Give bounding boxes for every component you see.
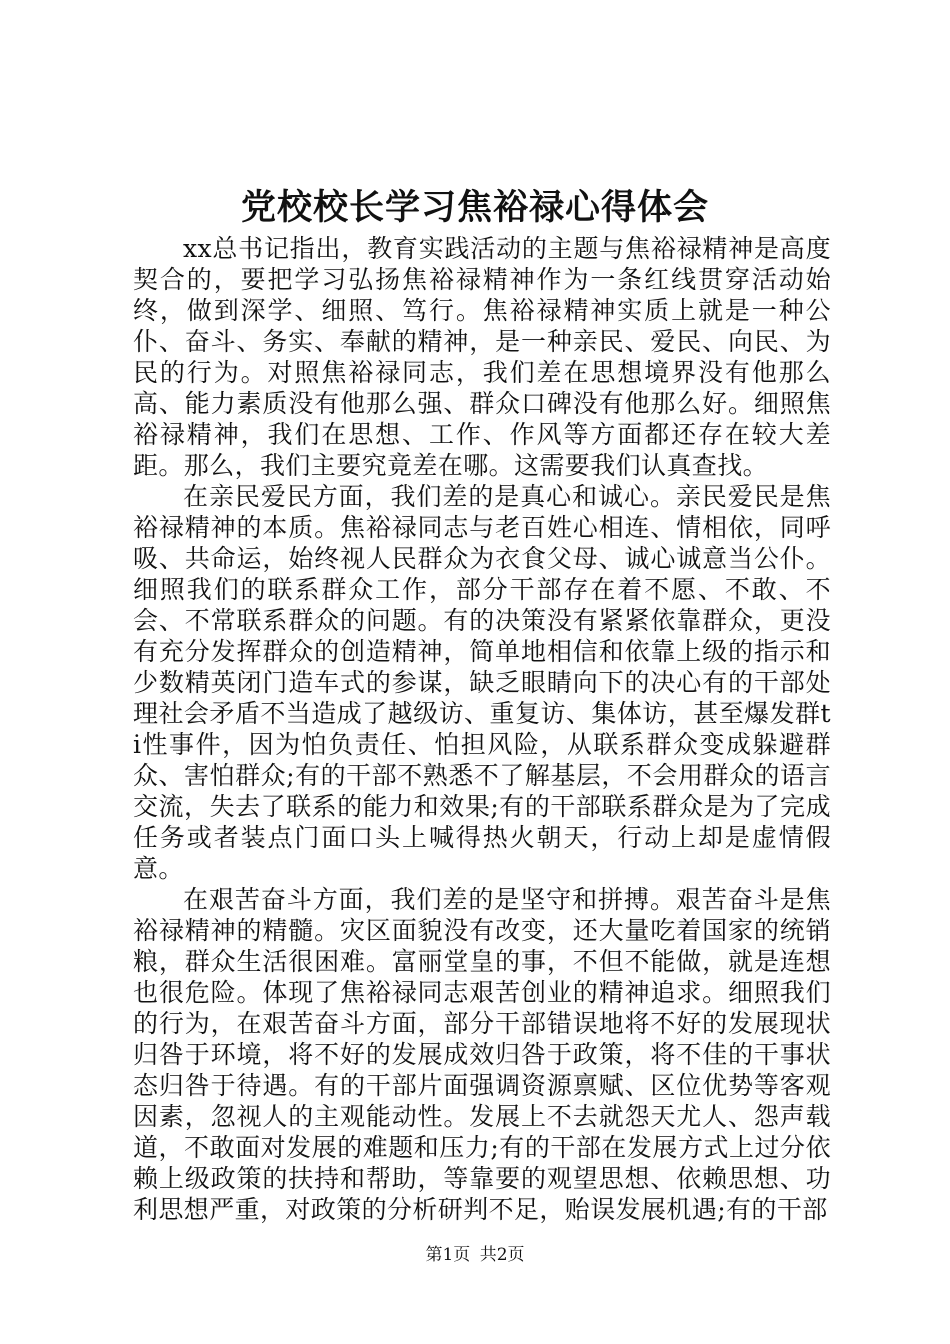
paragraph: xx总书记指出，教育实践活动的主题与焦裕禄精神是高度契合的，要把学习弘扬焦裕禄精神作为一条红线贯穿活动始终，做到深学、细照、笃行。焦裕禄精神实质上就是一种公仆、奋斗、务实、奉献的精神，是一种亲民、爱民、向民、为民的行为。对照焦裕禄同志，我们差在思想境界没有他那么高、能力素质没有他那么强、群众口碑没有他那么好。细照焦裕禄精神，我们在思想、工作、作风等方面都还存在较大差距。那么，我们主要究竟差在哪。这需要我们认真查找。 (133, 234, 831, 480)
paragraph: 在亲民爱民方面，我们差的是真心和诚心。亲民爱民是焦裕禄精神的本质。焦裕禄同志与老百姓心相连、情相依，同呼吸、共命运，始终视人民群众为衣食父母、诚心诚意当公仆。细照我们的联系群众工作，部分干部存在着不愿、不敢、不会、不常联系群众的问题。有的决策没有紧紧依靠群众，更没有充分发挥群众的创造精神，简单地相信和依靠上级的指示和少数精英闭门造车式的参谋，缺乏眼睛向下的决心有的干部处理社会矛盾不当造成了越级访、重复访、集体访，甚至爆发群ti性事件，因为怕负责任、怕担风险，从联系群众变成躲避群众、害怕群众;有的干部不熟悉不了解基层，不会用群众的语言交流，失去了联系的能力和效果;有的干部联系群众是为了完成任务或者装点门面口头上喊得热火朝天，行动上却是虚情假意。 (133, 482, 831, 883)
page-number: 第1页 (425, 1245, 471, 1265)
paragraph: 在艰苦奋斗方面，我们差的是坚守和拼搏。艰苦奋斗是焦裕禄精神的精髓。灾区面貌没有改变，还大量吃着国家的统销粮，群众生活很困难。富丽堂皇的事，不但不能做，就是连想也很危险。体现了焦裕禄同志艰苦创业的精神追求。细照我们的行为，在艰苦奋斗方面，部分干部错误地将不好的发展现状归咎于环境，将不好的发展成效归咎于政策，将不佳的干事状态归咎于待遇。有的干部片面强调资源禀赋、区位优势等客观因素，忽视人的主观能动性。发展上不去就怨天尤人、怨声载道，不敢面对发展的难题和压力;有的干部在发展方式上过分依赖上级政策的扶持和帮助，等靠要的观望思想、依赖思想、功利思想严重，对政策的分析研判不足，贻误发展机遇;有的干部 (133, 885, 831, 1224)
page-footer (0, 1243, 950, 1267)
document-body (133, 233, 831, 1225)
page-total: 共2页 (479, 1245, 525, 1265)
document-title: 党校校长学习焦裕禄心得体会 (240, 187, 709, 228)
